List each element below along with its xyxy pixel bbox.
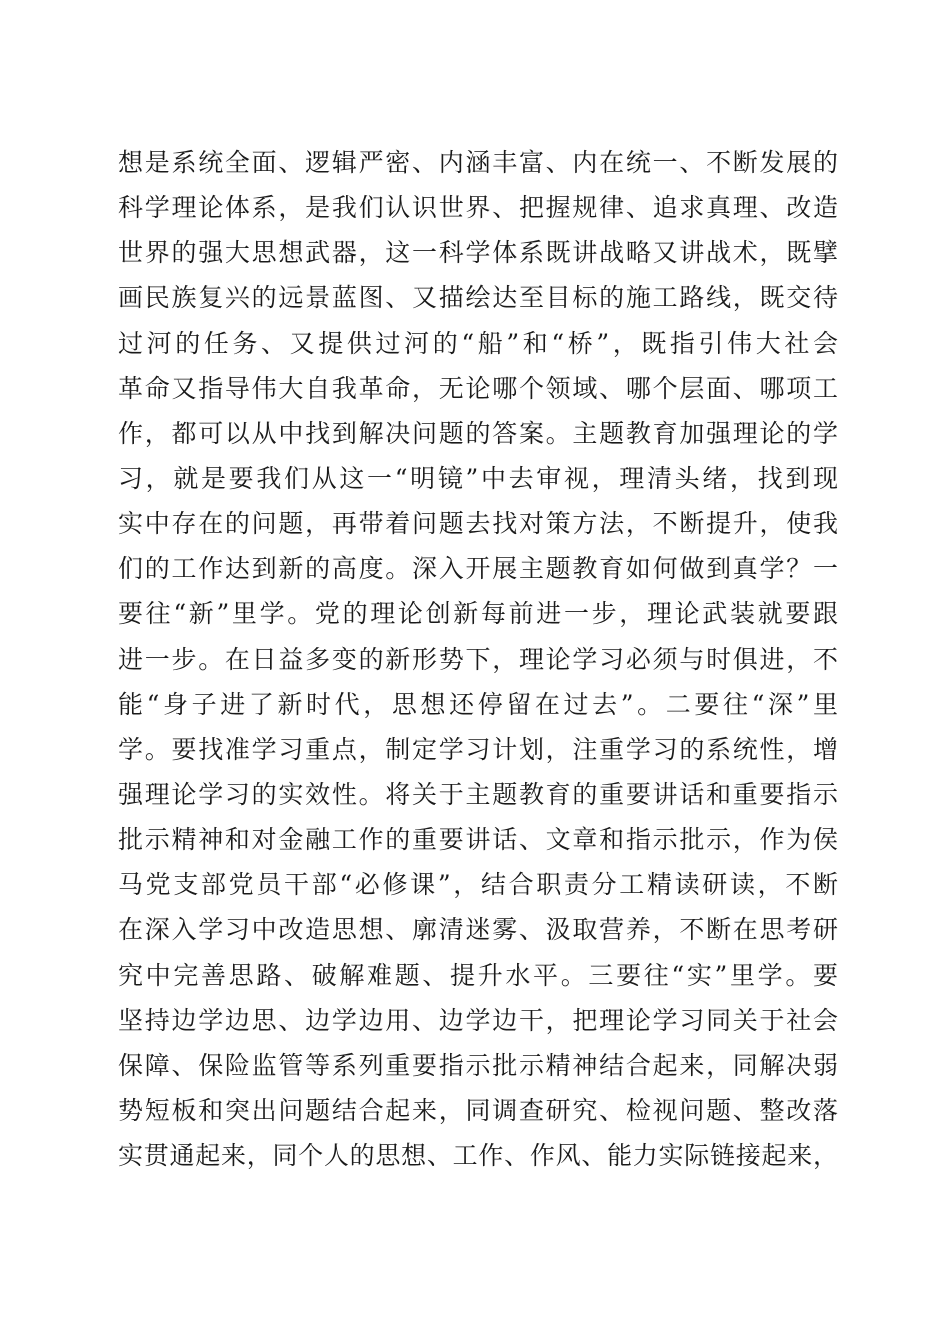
- text-line: 世界的强大思想武器，这一科学体系既讲战略又讲战术，既擘: [118, 238, 838, 268]
- text-line: 强理论学习的实效性。将关于主题教育的重要讲话和重要指示: [118, 779, 838, 809]
- text-line: 批示精神和对金融工作的重要讲话、文章和指示批示，作为侯: [118, 825, 838, 855]
- text-line: 坚持边学边思、边学边用、边学边干，把理论学习同关于社会: [118, 1005, 838, 1035]
- text-line: 科学理论体系，是我们认识世界、把握规律、追求真理、改造: [118, 193, 838, 223]
- text-line: 在深入学习中改造思想、廓清迷雾、汲取营养，不断在思考研: [118, 915, 838, 945]
- text-line: 究中完善思路、破解难题、提升水平。三要往“实”里学。要: [118, 960, 838, 990]
- text-line: 马党支部党员干部“必修课”，结合职责分工精读研读，不断: [118, 870, 838, 900]
- text-line: 进一步。在日益多变的新形势下，理论学习必须与时俱进，不: [118, 644, 838, 674]
- text-line: 保障、保险监管等系列重要指示批示精神结合起来，同解决弱: [118, 1050, 838, 1080]
- text-line: 过河的任务、又提供过河的“船”和“桥”，既指引伟大社会: [118, 328, 838, 358]
- text-line: 们的工作达到新的高度。深入开展主题教育如何做到真学？一: [118, 554, 838, 584]
- body-paragraph: [118, 140, 838, 1178]
- text-line: 革命又指导伟大自我革命，无论哪个领域、哪个层面、哪项工: [118, 373, 838, 403]
- text-line: 画民族复兴的远景蓝图、又描绘达至目标的施工路线，既交待: [118, 283, 838, 313]
- text-line: 实中存在的问题，再带着问题去找对策方法，不断提升，使我: [118, 509, 838, 539]
- text-line: 能“身子进了新时代，思想还停留在过去”。二要往“深”里: [118, 689, 838, 719]
- text-line: 实贯通起来，同个人的思想、工作、作风、能力实际链接起来，: [118, 1141, 838, 1171]
- text-line: 作，都可以从中找到解决问题的答案。主题教育加强理论的学: [118, 418, 838, 448]
- text-line: 学。要找准学习重点，制定学习计划，注重学习的系统性，增: [118, 734, 838, 764]
- text-line: 习，就是要我们从这一“明镜”中去审视，理清头绪，找到现: [118, 463, 838, 493]
- text-line: 想是系统全面、逻辑严密、内涵丰富、内在统一、不断发展的: [118, 148, 838, 177]
- text-line: 要往“新”里学。党的理论创新每前进一步，理论武装就要跟: [118, 599, 838, 629]
- text-line: 势短板和突出问题结合起来，同调查研究、检视问题、整改落: [118, 1095, 838, 1125]
